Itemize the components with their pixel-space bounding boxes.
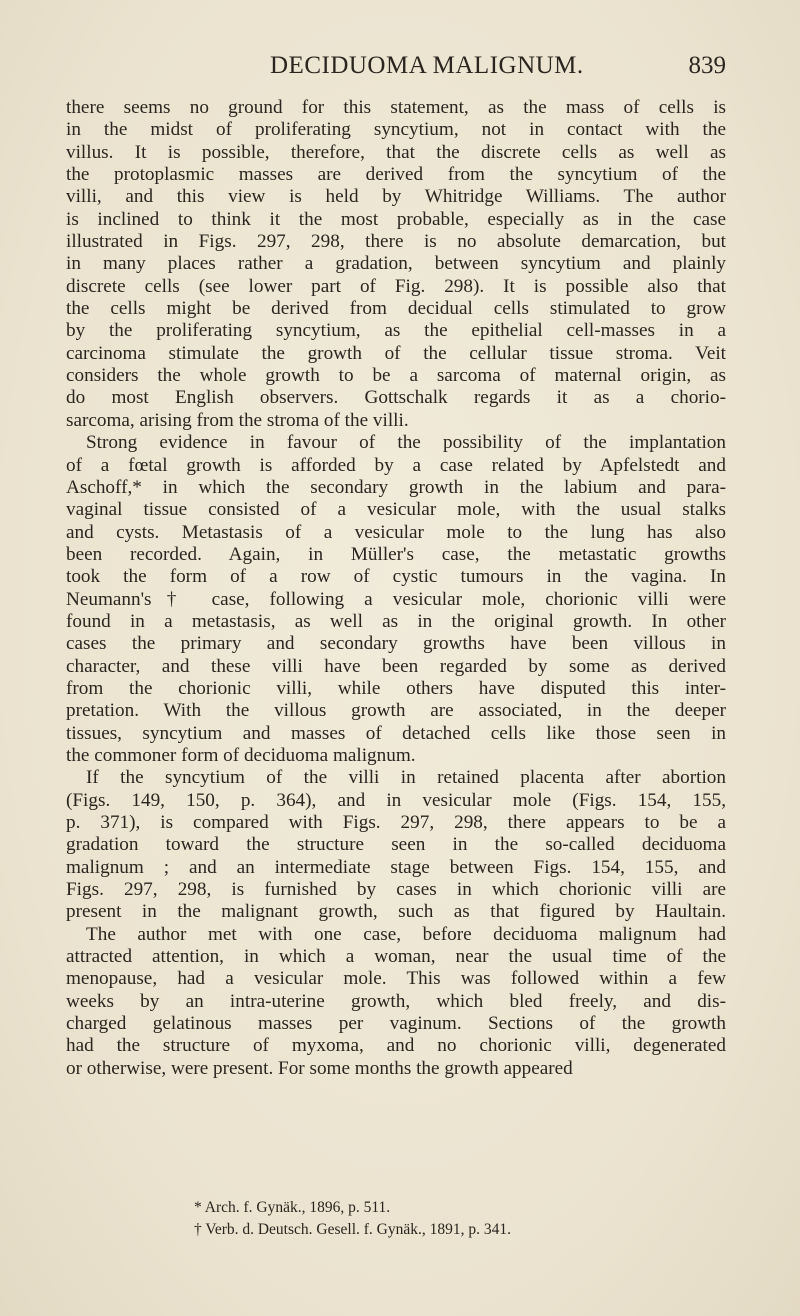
text-line: character, and these villi have been regarded by some as derived <box>66 655 726 677</box>
body-text <box>66 97 726 1080</box>
text-line: charged gelatinous masses per vaginum. Sections of the growth <box>66 1013 726 1035</box>
text-line: found in a metastasis, as well as in the original growth. In other <box>66 610 726 632</box>
text-line: gradation toward the structure seen in the so-called deciduoma <box>66 834 726 856</box>
text-line: the commoner form of deciduoma malignum. <box>66 744 416 766</box>
text-line: the protoplasmic masses are derived from the syncytium of the <box>66 164 726 186</box>
text-line: malignum ; and an intermediate stage between Figs. 154, 155, and <box>66 856 726 878</box>
text-line: been recorded. Again, in Müller's case, the metastatic growths <box>66 543 726 565</box>
text-line: If the syncytium of the villi in retained placenta after abortion <box>86 767 726 789</box>
text-line: is inclined to think it the most probable, especially as in the case <box>66 208 726 230</box>
text-line: present in the malignant growth, such as that figured by Haultain. <box>66 901 726 923</box>
text-line: had the structure of myxoma, and no chorionic villi, degenerated <box>66 1035 726 1057</box>
footnote: * Arch. f. Gynäk., 1896, p. 511. <box>194 1199 391 1216</box>
text-line: Neumann's† case, following a vesicular mole, chorionic villi were <box>66 588 726 610</box>
running-header <box>60 52 726 86</box>
text-line: there seems no ground for this statement, as the mass of cells is <box>66 97 726 118</box>
text-line: tissues, syncytium and masses of detached cells like those seen in <box>66 722 726 744</box>
text-line: carcinoma stimulate the growth of the cellular tissue stroma. Veit <box>66 342 726 364</box>
text-line: p. 371), is compared with Figs. 297, 298, there appears to be a <box>66 812 726 833</box>
footnotes <box>66 1197 726 1241</box>
text-line: sarcoma, arising from the stroma of the villi. <box>66 409 409 431</box>
text-line: the cells might be derived from decidual cells stimulated to grow <box>66 298 726 320</box>
text-line: by the proliferating syncytium, as the epithelial cell-masses in a <box>66 320 726 342</box>
text-line: or otherwise, were present. For some months the growth appeared <box>66 1057 573 1079</box>
text-line: attracted attention, in which a woman, near the usual time of the <box>66 946 726 968</box>
text-line: pretation. With the villous growth are associated, in the deeper <box>66 700 726 722</box>
text-line: in the midst of proliferating syncytium, not in contact with the <box>66 119 726 141</box>
text-line: considers the whole growth to be a sarcoma of maternal origin, as <box>66 365 726 387</box>
text-line: discrete cells (see lower part of Fig. 298). It is possible also that <box>66 275 726 297</box>
text-line: took the form of a row of cystic tumours in the vagina. In <box>66 566 726 588</box>
text-line: villus. It is possible, therefore, that the discrete cells as well as <box>66 141 726 163</box>
text-line: do most English observers. Gottschalk regards it as a chorio- <box>66 387 726 409</box>
text-line: from the chorionic villi, while others have disputed this inter- <box>66 677 726 699</box>
text-line: weeks by an intra-uterine growth, which bled freely, and dis- <box>66 990 726 1012</box>
text-line: and cysts. Metastasis of a vesicular mole to the lung has also <box>66 521 726 543</box>
text-line: menopause, had a vesicular mole. This was followed within a few <box>66 968 726 990</box>
text-line: Strong evidence in favour of the possibility of the implantation <box>86 432 726 454</box>
text-line: illustrated in Figs. 297, 298, there is no absolute demarcation, but <box>66 231 726 253</box>
text-line: cases the primary and secondary growths have been villous in <box>66 633 726 655</box>
text-line: Aschoff,* in which the secondary growth in the labium and para- <box>66 476 726 498</box>
text-line: Figs. 297, 298, is furnished by cases in which chorionic villi are <box>66 879 726 901</box>
page-number: 839 <box>688 52 726 79</box>
footnote: † Verb. d. Deutsch. Gesell. f. Gynäk., 1891, p. 341. <box>194 1221 511 1238</box>
text-line: vaginal tissue consisted of a vesicular mole, with the usual stalks <box>66 499 726 521</box>
text-line: in many places rather a gradation, between syncytium and plainly <box>66 253 726 275</box>
text-line: (Figs. 149, 150, p. 364), and in vesicular mole (Figs. 154, 155, <box>66 789 726 811</box>
running-title: DECIDUOMA MALIGNUM. <box>270 52 584 79</box>
text-line: villi, and this view is held by Whitridge Williams. The author <box>66 186 726 208</box>
text-line: of a fœtal growth is afforded by a case related by Apfelstedt and <box>66 454 726 476</box>
text-line: The author met with one case, before deciduoma malignum had <box>86 923 726 945</box>
